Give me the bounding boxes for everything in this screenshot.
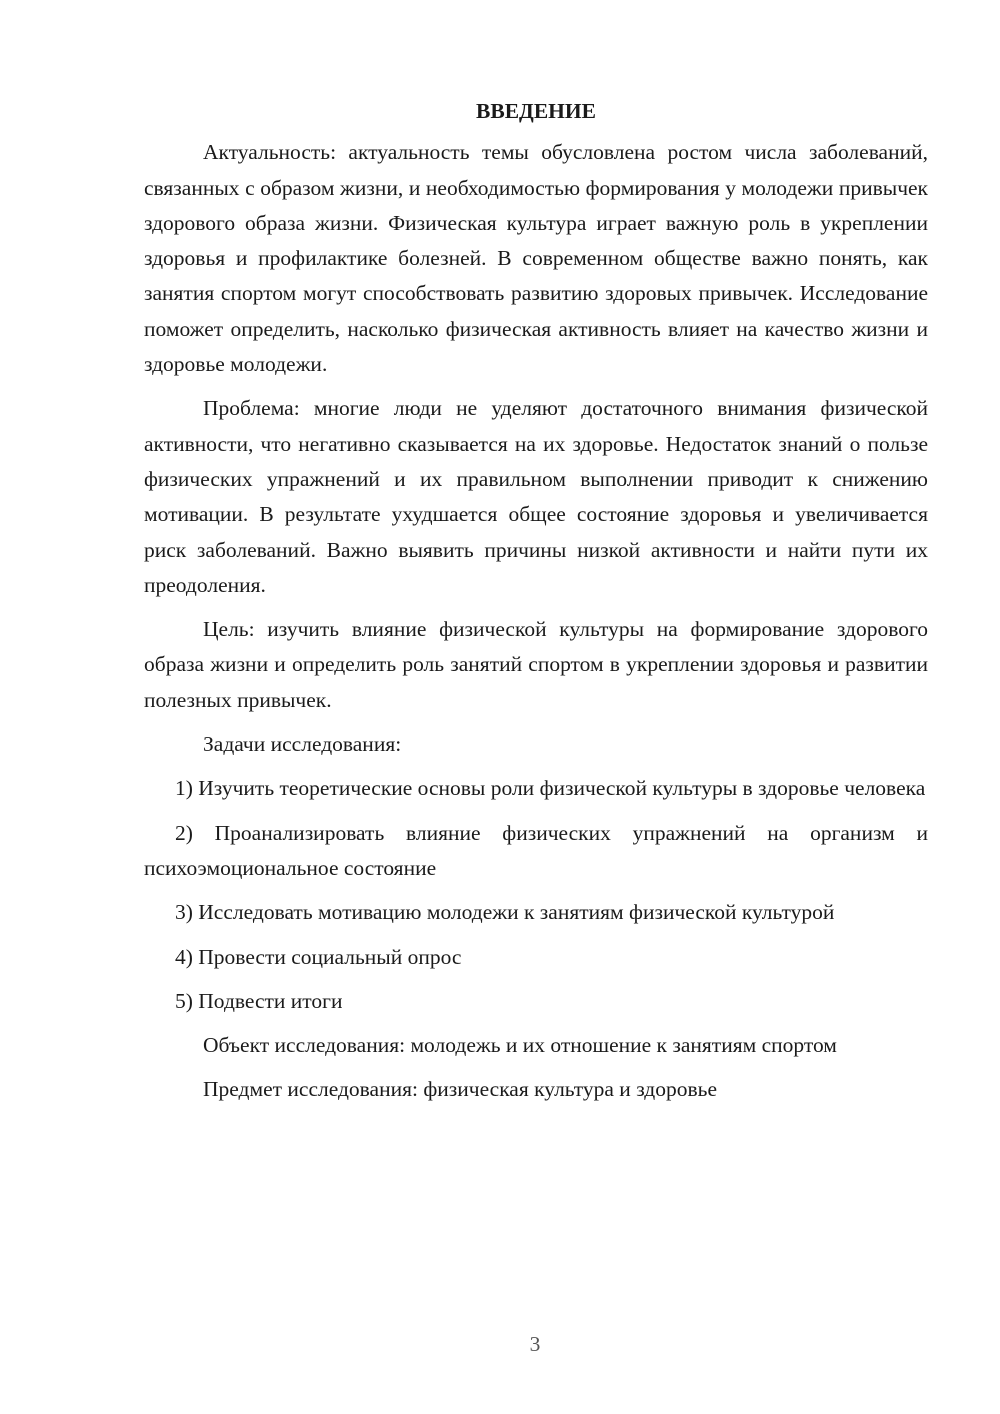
task-item-3: 3) Исследовать мотивацию молодежи к занятиям физической культурой [175,900,835,925]
tasks-intro: Задачи исследования: [203,732,402,757]
task-item-1: 1) Изучить теоретические основы роли физической культуры в здоровье человека [175,776,926,801]
relevance-paragraph: Актуальность: актуальность темы обусловлена ростом числа заболеваний, связанных с образом жизни, и необходимостью формирования у молодежи привычек здорового образа жизни. Физическая культура играет важную роль в укреплении здоровья и профилактике болезней. В современном обществе важно понять, как занятия спортом могут способствовать развитию здоровых привычек. Исследование поможет определить, насколько физическая активность влияет на качество жизни и здоровье молодежи. [144,140,928,377]
section-heading: ВВЕДЕНИЕ [476,99,596,123]
page-content [144,94,928,1117]
research-subject-paragraph: Предмет исследования: физическая культура и здоровье [203,1077,717,1102]
task-item-4: 4) Провести социальный опрос [175,944,462,969]
goal-paragraph: Цель: изучить влияние физической культуры на формирование здорового образа жизни и определить роль занятий спортом в укреплении здоровья и развитии полезных привычек. [144,617,928,712]
research-object-paragraph: Объект исследования: молодежь и их отношение к занятиям спортом [203,1033,837,1058]
problem-paragraph: Проблема: многие люди не уделяют достаточного внимания физической активности, что негативно сказывается на их здоровье. Недостаток знаний о пользе физических упражнений и их правильном выполнении приводит к снижению мотивации. В результате ухудшается общее состояние здоровья и увеличивается риск заболеваний. Важно выявить причины низкой активности и найти пути их преодоления. [144,396,928,597]
task-item-5: 5) Подвести итоги [175,988,343,1013]
task-item-2: 2) Проанализировать влияние физических упражнений на организм и психоэмоциональное состояние [144,820,928,880]
page-number: 3 [529,1332,541,1356]
